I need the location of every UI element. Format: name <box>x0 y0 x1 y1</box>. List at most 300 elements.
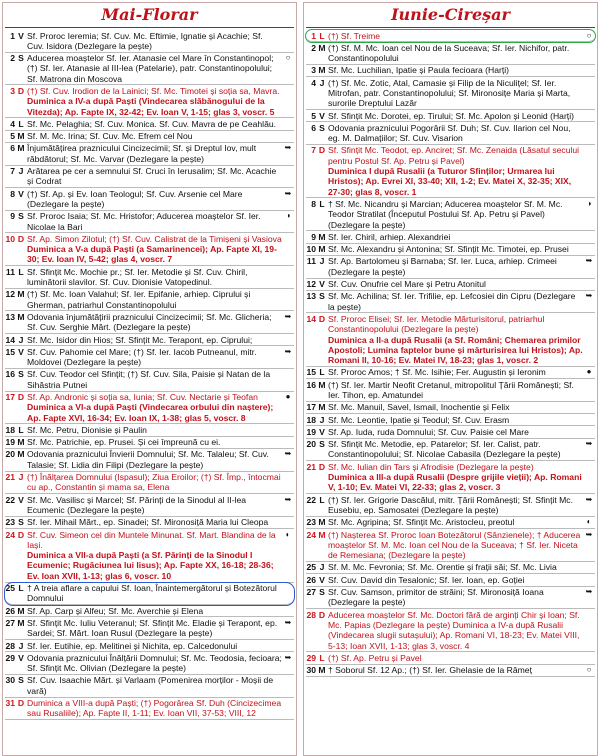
entry-text: Sf. Mc. Pelaghia; Sf. Cuv. Monica. Sf. Cuv. Mavra de pe Ceahlău. <box>27 118 277 129</box>
saints-text <box>27 119 282 129</box>
weekday-letter: V <box>18 652 24 663</box>
day-number: 30 <box>306 665 316 676</box>
calendar-entry <box>306 426 595 438</box>
entry-text: Sf. Sfințit Mc. Mochie pr.; Sf. Ier. Metodie și Sf. Cuv. Chiril, luminătorii slavilor. Sf. Cuv. Dionisie Vatopedinul. <box>27 266 248 288</box>
weekday-letter: J <box>319 256 325 267</box>
saints-text <box>27 495 282 516</box>
saints-text <box>328 367 583 377</box>
calendar-entry <box>5 53 294 86</box>
weekday-letter: J <box>18 640 24 651</box>
day-number: 7 <box>10 166 15 177</box>
weekday-letter: L <box>319 30 325 41</box>
moon-phase-icon <box>583 575 595 585</box>
day-number: 1 <box>311 30 316 41</box>
weekday-letter: L <box>319 652 325 663</box>
entry-text: Sf. Mc. Leontie, Ipatie și Teodul; Sf. Cuv. Erasm <box>328 414 510 425</box>
weekday-letter: S <box>319 122 325 133</box>
entry-text: (†) Sf. Ier. Grigorie Dascălul, mitr. Țării Românești; Sf. Sfințit Mc. Eusebiu, ep. Samosatei (Dezlegare la pește) <box>328 494 573 515</box>
day-number: 20 <box>306 439 316 450</box>
entry-text: Sf. Mc. Petru, Dionisie și Paulin <box>27 424 147 435</box>
calendar-entry <box>5 369 294 392</box>
weekday-letter: J <box>319 77 325 88</box>
saints-text <box>27 347 282 368</box>
fish-allowed-icon: ➥ <box>284 652 292 662</box>
entry-text: Arătarea pe cer a semnului Sf. Cruci în Ierusalim; Sf. Mc. Acachie și Codrat <box>27 166 277 187</box>
day-number: 9 <box>311 231 316 242</box>
saints-text <box>27 675 282 696</box>
day-number: 25 <box>5 583 15 594</box>
weekday-letter: S <box>319 291 325 302</box>
month-column-june <box>303 2 598 756</box>
entry-text: Sf. Mc. Achilina; Sf. Ier. Trifilie, ep. Lefcosiei din Cipru (Dezlegare la pește) <box>328 291 576 312</box>
moon-phase-icon: ● <box>586 367 592 377</box>
weekday-letter: M <box>318 42 326 53</box>
weekday-letter: S <box>319 587 325 598</box>
saints-text <box>27 31 282 52</box>
calendar-entry <box>306 414 595 426</box>
entry-text: Sf. Mc. Luchilian, Ipatie și Paula fecioara (Harți) <box>328 65 510 76</box>
weekday-letter: M <box>318 529 326 540</box>
saints-text <box>328 530 583 561</box>
day-number: 19 <box>306 426 316 437</box>
moon-phase-icon <box>282 86 294 117</box>
calendar-entry <box>306 562 595 574</box>
weekday-letter: D <box>318 313 326 324</box>
calendar-entry <box>5 233 294 266</box>
month-column-may <box>2 2 297 756</box>
moon-phase-icon <box>282 166 294 187</box>
calendar-entry <box>5 605 294 617</box>
saints-text <box>27 618 282 639</box>
calendar-entry <box>306 65 595 77</box>
entry-text: (†) Înălțarea Domnului (Ispasul); Ziua Eroilor; (†) Sf. Împ., întocmai cu ap., Constantin și mama sa, Elena <box>27 472 281 493</box>
calendar-entry <box>5 652 294 675</box>
saints-text <box>27 53 282 84</box>
weekday-letter: D <box>318 145 326 156</box>
weekday-letter: M <box>17 437 25 448</box>
day-number: 22 <box>5 494 15 505</box>
sunday-reading: Duminica a VI-a după Paști (Vindecarea orbului din naștere); Ap. Fapte XVI, 16-34; Ev. Ioan IX, 1-38; glas 5, voscr. 8 <box>27 402 274 423</box>
day-number: 8 <box>10 188 15 199</box>
day-number: 29 <box>306 652 316 663</box>
saints-text <box>328 439 583 460</box>
day-number: 14 <box>306 313 316 324</box>
day-number: 16 <box>306 379 316 390</box>
saints-text <box>328 145 583 196</box>
sunday-reading: Duminica a III-a după Rusalii (Despre grijile vieții); Ap. Romani V, 1-10; Ev. Matei VI, 22-33; glas 2, voscr. 3 <box>328 472 582 493</box>
fish-allowed-icon: ➥ <box>284 188 292 198</box>
fish-allowed-icon: ➥ <box>585 494 593 504</box>
calendar-entry <box>5 494 294 517</box>
saints-text <box>27 698 282 719</box>
saints-text <box>27 211 282 232</box>
calendar-entry <box>5 617 294 640</box>
moon-phase-icon <box>282 335 294 345</box>
entry-text: Sf. Sfințit Mc. Metodie, ep. Patarelor; Sf. Ier. Calist, patr. Constantinopolului; Sf. Nicolae Cabasila (Dezlegare la pește) <box>328 439 561 460</box>
moon-phase-icon <box>282 698 294 719</box>
saints-text <box>27 449 282 470</box>
calendar-entry <box>306 77 595 110</box>
entry-text: Sf. Mc. Iulian din Tars și Afrodisie (Dezlegare la pește) <box>328 461 534 472</box>
entry-text: Sf. Cuv. Simeon cel din Muntele Minunat. Sf. Mart. Blandina de la Iași. <box>27 529 276 550</box>
saints-text <box>328 517 583 527</box>
entry-text: † A treia aflare a capului Sf. Ioan, Înaintemergătorul și Botezătorul Domnului <box>27 583 277 604</box>
weekday-letter: S <box>319 439 325 450</box>
fish-allowed-icon: ➥ <box>284 143 292 153</box>
saints-text <box>328 462 583 493</box>
weekday-letter: J <box>319 414 325 425</box>
calendar-entry <box>306 439 595 462</box>
sunday-reading: Duminica a V-a după Paști (a Samarinencei); Ap. Fapte XI, 19-30; Ev. Ioan IV, 5-42; glas 4, voscr. 7 <box>27 244 277 265</box>
weekday-letter: L <box>319 367 325 378</box>
calendar-entry <box>306 313 595 366</box>
moon-phase-icon <box>282 119 294 129</box>
saints-text <box>328 610 583 651</box>
saints-text <box>328 279 583 289</box>
moon-phase-icon <box>282 583 294 604</box>
day-number: 17 <box>306 402 316 413</box>
entry-text: Sf. Cuv. Onufrie cel Mare și Petru Atonitul <box>328 279 486 290</box>
saints-text <box>27 472 282 493</box>
sunday-reading: Duminica a IV-a după Paști (Vindecarea slăbănogului de la Vitezda); Ap. Fapte IX, 32-42; Ev. Ioan V, 1-15; glas 3, voscr. 5 <box>27 96 275 117</box>
day-number: 24 <box>5 529 15 540</box>
fish-allowed-icon: ➥ <box>585 256 593 266</box>
calendar-entry <box>5 131 294 143</box>
weekday-letter: M <box>17 131 25 142</box>
saints-text <box>328 232 583 242</box>
day-number: 9 <box>10 211 15 222</box>
calendar-entry <box>306 574 595 586</box>
moon-phase-icon <box>282 425 294 435</box>
weekday-letter: M <box>17 605 25 616</box>
saints-text <box>27 166 282 187</box>
weekday-letter: M <box>318 402 326 413</box>
entry-text: Sf. Cuv. Isaachie Mărt. și Varlaam (Pomenirea morților - Moșii de vară) <box>27 675 274 696</box>
moon-phase-icon <box>282 675 294 696</box>
moon-phase-icon: ◐ <box>285 529 291 539</box>
weekday-letter: L <box>18 118 24 129</box>
day-number: 13 <box>5 311 15 322</box>
saints-text <box>27 267 282 288</box>
day-number: 30 <box>5 675 15 686</box>
day-number: 2 <box>311 42 316 53</box>
entry-text: Sf. Mc. Patrichie, ep. Prusei. Și cei împreună cu ei. <box>27 437 221 448</box>
moon-phase-icon <box>583 145 595 196</box>
weekday-letter: J <box>18 334 24 345</box>
calendar-entry <box>306 291 595 314</box>
entry-text: Sf. Ap. Carp și Alfeu; Sf. Mc. Averchie și Elena <box>27 605 204 616</box>
saints-text <box>27 143 282 164</box>
fish-allowed-icon: ➥ <box>585 587 593 597</box>
saints-text <box>328 43 583 64</box>
weekday-letter: S <box>18 53 24 64</box>
day-number: 24 <box>306 529 316 540</box>
saints-text <box>27 641 282 651</box>
saints-text <box>27 517 282 527</box>
weekday-letter: D <box>17 698 25 709</box>
entry-text: Sf. Cuv. Pahomie cel Mare; (†) Sf. Ier. Iacob Putneanul, mitr. Moldovei (Dezlegare la pește) <box>27 346 257 368</box>
entry-text: (†) Sf. Mc. Ioan Valahul; Sf. Ier. Epifanie, arhiep. Ciprului și Gherman, patriarhul Constantinopolului <box>27 289 251 310</box>
calendar-entry <box>306 231 595 243</box>
fish-allowed-icon: ➥ <box>284 617 292 627</box>
entry-text: Sf. Mc. Manuil, Savel, Ismail, Inochentie și Felix <box>328 402 510 413</box>
entry-text: Sf. Proroc Amos; † Sf. Mc. Isihie; Fer. Augustin și Ieronim <box>328 367 546 378</box>
moon-phase-icon <box>583 78 595 109</box>
entry-text: Sf. Sfințit Mc. Iuliu Veteranul; Sf. Sfințit Mc. Eladie și Terapont, ep. Sardei; Sf. Mărt. Ioan Rusul (Dezlegare la pește) <box>27 617 278 639</box>
saints-text <box>328 123 583 144</box>
day-number: 17 <box>5 392 15 402</box>
saints-text <box>328 587 583 608</box>
entry-text: Odovania praznicului Pogorârii Sf. Duh; Sf. Cuv. Ilarion cel Nou, eg. M. Dalmațiilor; Sf. Cuv. Visarion <box>328 122 571 144</box>
day-number: 4 <box>10 118 15 129</box>
calendar-entry <box>5 30 294 53</box>
day-number: 4 <box>311 77 316 88</box>
moon-phase-icon <box>282 472 294 493</box>
entry-text: Sf. Ier. Chiril, arhiep. Alexandriei <box>328 231 451 242</box>
calendar-entry <box>5 289 294 312</box>
moon-phase-icon <box>282 31 294 52</box>
entry-text: (†) Sf. Ap. Petru și Pavel <box>328 652 422 663</box>
saints-text <box>328 111 583 121</box>
entry-text: (†) Sf. Ier. Martir Neofit Cretanul, mitropolitul Țării Românești; Sf. Ier. Tihon, ep. Amatundei <box>328 379 574 400</box>
day-number: 15 <box>5 346 15 357</box>
day-number: 5 <box>311 110 316 121</box>
moon-phase-icon <box>583 562 595 572</box>
entry-text: Sf. Proroc Isaia; Sf. Mc. Hristofor; Aducerea moaștelor Sf. Ier. Nicolae la Bari <box>27 211 261 232</box>
moon-phase-icon <box>583 314 595 365</box>
moon-phase-icon <box>282 131 294 141</box>
entry-text: Sf. Sfințit Mc. Dorotei, ep. Tirului; Sf. Mc. Apolon și Leonid (Harți) <box>328 110 574 121</box>
calendar-entry <box>306 494 595 517</box>
calendar-entry <box>306 609 595 652</box>
moon-phase-icon: ○ <box>586 665 592 675</box>
moon-phase-icon: ◑ <box>586 198 592 208</box>
moon-phase-icon <box>583 610 595 651</box>
entry-text: Sf. Mc. Agripina; Sf. Sfințit Mc. Aristocleu, preotul <box>328 517 515 528</box>
saints-text <box>27 606 282 616</box>
entry-text: Sf. Mc. Vasilisc și Marcel; Sf. Părinți de la Sinodul al II-lea Ecumenic (Dezlegare la pește) <box>27 494 247 515</box>
calendar-entry <box>5 698 294 721</box>
sunday-reading: Duminica I după Rusalii (a Tuturor Sfinților; Urmarea lui Hristos); Ap. Evrei XI, 33-40; XII, 1-2; Ev. Matei X, 32-35; XIX, 27-30; glas 8, voscr. 1 <box>328 166 572 197</box>
moon-phase-icon <box>583 65 595 75</box>
calendar-entry <box>306 665 595 677</box>
day-number: 16 <box>5 369 15 380</box>
day-number: 18 <box>5 424 15 435</box>
entry-text: † Sf. Mc. Nicandru și Marcian; Aducerea moaștelor Sf. M. Mc. Teodor Stratilat (Începutul Postului Sf. Ap. Petru și Pavel) (Dezlegare la pește) <box>328 198 563 230</box>
fish-allowed-icon: ➥ <box>284 494 292 504</box>
weekday-letter: M <box>17 311 25 322</box>
saints-text <box>328 199 583 230</box>
entry-text: (†) Sf. Treime <box>328 30 381 41</box>
saints-text <box>328 575 583 585</box>
weekday-letter: S <box>18 517 24 528</box>
weekday-letter: M <box>318 231 326 242</box>
calendar-entry <box>5 311 294 334</box>
weekday-letter: V <box>18 30 24 41</box>
day-number: 28 <box>5 640 15 651</box>
entry-text: (†) Sf. Cuv. Irodion de la Lainici; Sf. Mc. Timotei și soția sa, Mavra. <box>27 85 280 96</box>
saints-text <box>328 78 583 109</box>
moon-phase-icon <box>282 641 294 651</box>
day-number: 10 <box>5 233 15 244</box>
day-number: 11 <box>306 256 316 267</box>
moon-phase-icon: ● <box>285 392 291 401</box>
weekday-letter: L <box>319 198 325 209</box>
weekday-letter: V <box>319 426 325 437</box>
entry-text: Odovania praznicului Învierii Domnului; Sf. Mc. Talaleu; Sf. Cuv. Talasie; Sf. Lidia din Filipi (Dezlegare la pește) <box>27 449 269 470</box>
weekday-letter: M <box>318 517 326 528</box>
moon-phase-icon: ○ <box>285 53 291 63</box>
day-number: 2 <box>10 53 15 64</box>
day-number: 10 <box>306 244 316 255</box>
entry-text: Aducerea moaștelor Sf. Mc. Doctori fără de arginți Chir și Ioan; Sf. Mc. Papias (Dezlegare la pește) Duminica a IV-a după Rusalii (Vindecarea slugii sutașului); Ap. Romani VI, 18-23; Ev. Matei VIII, 5-13; Ioan XVII, 1-13; glas 3, voscr. 4 <box>328 609 580 651</box>
day-number: 22 <box>306 494 316 505</box>
moon-phase-icon <box>282 289 294 310</box>
entry-text: Sf. Proroc Ieremia; Sf. Cuv. Mc. Eftimie, Ignatie și Acachie; Sf. Cuv. Isidora (Dezlegare la pește) <box>27 30 263 51</box>
day-number: 13 <box>306 291 316 302</box>
day-number: 3 <box>311 65 316 76</box>
day-number: 26 <box>5 605 15 616</box>
saints-text <box>27 653 282 674</box>
day-number: 15 <box>306 367 316 378</box>
moon-phase-icon <box>583 279 595 289</box>
weekday-letter: D <box>17 233 25 244</box>
day-number: 18 <box>306 414 316 425</box>
day-number: 8 <box>311 198 316 209</box>
saints-text <box>27 530 282 581</box>
entry-text: (†) Nașterea Sf. Proroc Ioan Botezătorul (Sânzienele); † Aducerea moaștelor Sf. M. Mc. Ioan cel Nou de la Suceava; † Sf. Ier. Niceta de Remesiana; (Dezlegare la pește) <box>328 529 581 561</box>
sunday-reading: Duminica a II-a după Rusalii (a Sf. Români; Chemarea primilor Apostoli; Lumina faptelor bune și mărturisirea lui Hristos); Ap. Romani II, 10-16; Ev. Matei IV, 18-23; glas 1, voscr. 2 <box>328 334 583 366</box>
calendar-entry <box>306 529 595 562</box>
weekday-letter: D <box>17 392 25 402</box>
saints-text <box>328 65 583 75</box>
entry-text: Înjumătățirea praznicului Cincizecimii; Sf. și Dreptul Iov, mult răbdătorul; Sf. Mc. Varvar (Dezlegare la pește) <box>27 143 257 164</box>
moon-phase-icon <box>583 415 595 425</box>
day-number: 29 <box>5 652 15 663</box>
day-number: 6 <box>311 122 316 133</box>
calendar-entry <box>306 122 595 145</box>
calendar-entry <box>306 30 595 42</box>
fish-allowed-icon: ➥ <box>284 346 292 356</box>
weekday-letter: M <box>318 379 326 390</box>
weekday-letter: S <box>18 369 24 380</box>
entry-text: Sf. Cuv. Teodor cel Sfințit; (†) Sf. Cuv. Sila, Paisie și Natan de la Sihăstria Putnei <box>27 369 271 390</box>
calendar-entry <box>5 334 294 346</box>
saints-text <box>328 653 583 663</box>
saints-text <box>27 583 282 604</box>
saints-text <box>27 369 282 390</box>
entry-text: Sf. Proroc Elisei; Sf. Ier. Metodie Mărturisitorul, patriarhul Constantinopolului (Dezlegare la pește) <box>328 313 545 335</box>
fish-allowed-icon: ➥ <box>585 291 593 301</box>
calendar-entry <box>5 166 294 189</box>
day-number: 21 <box>306 461 316 472</box>
weekday-letter: V <box>18 188 24 199</box>
saints-text <box>27 289 282 310</box>
calendar-entry <box>5 472 294 495</box>
calendar-entry <box>306 42 595 65</box>
weekday-letter: D <box>17 85 25 96</box>
day-number: 25 <box>306 562 316 573</box>
calendar-entry <box>5 346 294 369</box>
moon-phase-icon <box>583 232 595 242</box>
entry-text: Sf. Ap. Andronic și soția sa, Iunia; Sf. Cuv. Nectarie și Teofan <box>27 392 258 402</box>
weekday-letter: S <box>18 675 24 686</box>
moon-phase-icon <box>583 462 595 493</box>
calendar-entry <box>5 675 294 698</box>
calendar-entry <box>5 266 294 289</box>
moon-phase-icon <box>583 402 595 412</box>
moon-phase-icon: ◐ <box>586 517 592 527</box>
day-number: 12 <box>5 289 15 300</box>
calendar-entry <box>306 198 595 231</box>
entry-text: Sf. Ier. Eutihie, ep. Melitinei și Nichita, ep. Calcedonului <box>27 640 238 651</box>
weekday-letter: M <box>318 244 326 255</box>
calendar-entry <box>5 143 294 166</box>
moon-phase-icon: ○ <box>586 30 592 40</box>
moon-phase-icon <box>583 43 595 64</box>
fish-allowed-icon: ➥ <box>585 439 593 449</box>
weekday-letter: M <box>17 449 25 460</box>
weekday-letter: D <box>318 461 326 472</box>
saints-text <box>328 427 583 437</box>
calendar-entry <box>306 367 595 379</box>
calendar-entry <box>306 652 595 664</box>
entry-text: Sf. Sfințit Mc. Teodot, ep. Anciret; Sf. Mc. Zenaida (Lăsatul secului pentru Postul Sf. Ap. Petru și Pavel) <box>328 145 580 166</box>
moon-phase-icon <box>583 111 595 121</box>
weekday-letter: M <box>17 289 25 300</box>
weekday-letter: J <box>319 562 325 573</box>
weekday-letter: V <box>18 494 24 505</box>
day-number: 23 <box>5 517 15 528</box>
entry-text: Sf. Ap. Bartolomeu și Barnaba; Sf. Ier. Luca, arhiep. Crimeei (Dezlegare la pește) <box>328 256 557 277</box>
day-number: 27 <box>5 617 15 628</box>
calendar-entry <box>5 449 294 472</box>
day-number: 12 <box>306 279 316 290</box>
fish-allowed-icon: ➥ <box>284 449 292 459</box>
saints-text <box>27 392 282 423</box>
fish-allowed-icon: ➥ <box>284 311 292 321</box>
day-number: 31 <box>5 698 15 709</box>
entry-text: Sf. Mc. Isidor din Hios; Sf. Sfințit Mc. Terapont, ep. Ciprului; <box>27 334 253 345</box>
saints-text <box>328 291 583 312</box>
calendar-entry <box>306 145 595 198</box>
calendar-entry <box>5 85 294 118</box>
day-number: 7 <box>311 145 316 156</box>
weekday-letter: L <box>319 494 325 505</box>
day-number: 28 <box>306 609 316 620</box>
moon-phase-icon <box>282 234 294 265</box>
moon-phase-icon <box>282 437 294 447</box>
entry-text: Sf. Mc. Alexandru și Antonina; Sf. Sfințit Mc. Timotei, ep. Prusei <box>328 244 569 255</box>
saints-text <box>328 244 583 254</box>
entry-text: Sf. Cuv. Samson, primitor de străini; Sf. Mironosiță Ioana (Dezlegare la pește) <box>328 587 544 608</box>
entry-text: (†) Sf. M. Mc. Ioan cel Nou de la Suceava; Sf. Ier. Nichifor, patr. Constantinopolului <box>328 42 570 64</box>
saints-text <box>27 425 282 435</box>
saints-text <box>27 86 282 117</box>
entry-text: (†) Sf. Mc. Zotic, Atal, Camasie și Filip de la Niculițel; Sf. Ier. Mitrofan, patr. Constantinopolului; Sf. Mironosițe Maria și Marta, surorile Dreptului Lazăr <box>328 77 571 109</box>
entry-text: Sf. M. Mc. Irina; Sf. Cuv. Mc. Efrem cel Nou <box>27 131 193 142</box>
saints-text <box>328 31 583 41</box>
day-number: 1 <box>10 30 15 41</box>
calendar-entry <box>306 402 595 414</box>
weekday-letter: D <box>318 609 326 620</box>
moon-phase-icon <box>583 244 595 254</box>
entry-text: Sf. Ier. Mihail Mărt., ep. Sinadei; Sf. Mironosiță Maria lui Cleopa <box>27 517 269 528</box>
calendar-entry <box>5 517 294 529</box>
weekday-letter: V <box>319 574 325 585</box>
day-number: 14 <box>5 334 15 345</box>
sunday-reading: Duminica a VII-a după Paști (a Sf. Părinți de la Sinodul I Ecumenic; Rugăciunea lui Iisus); Ap. Fapte XX, 16-18; 28-36; Ev. Ioan XVII, 1-13; glas 6, voscr. 10 <box>27 550 274 581</box>
